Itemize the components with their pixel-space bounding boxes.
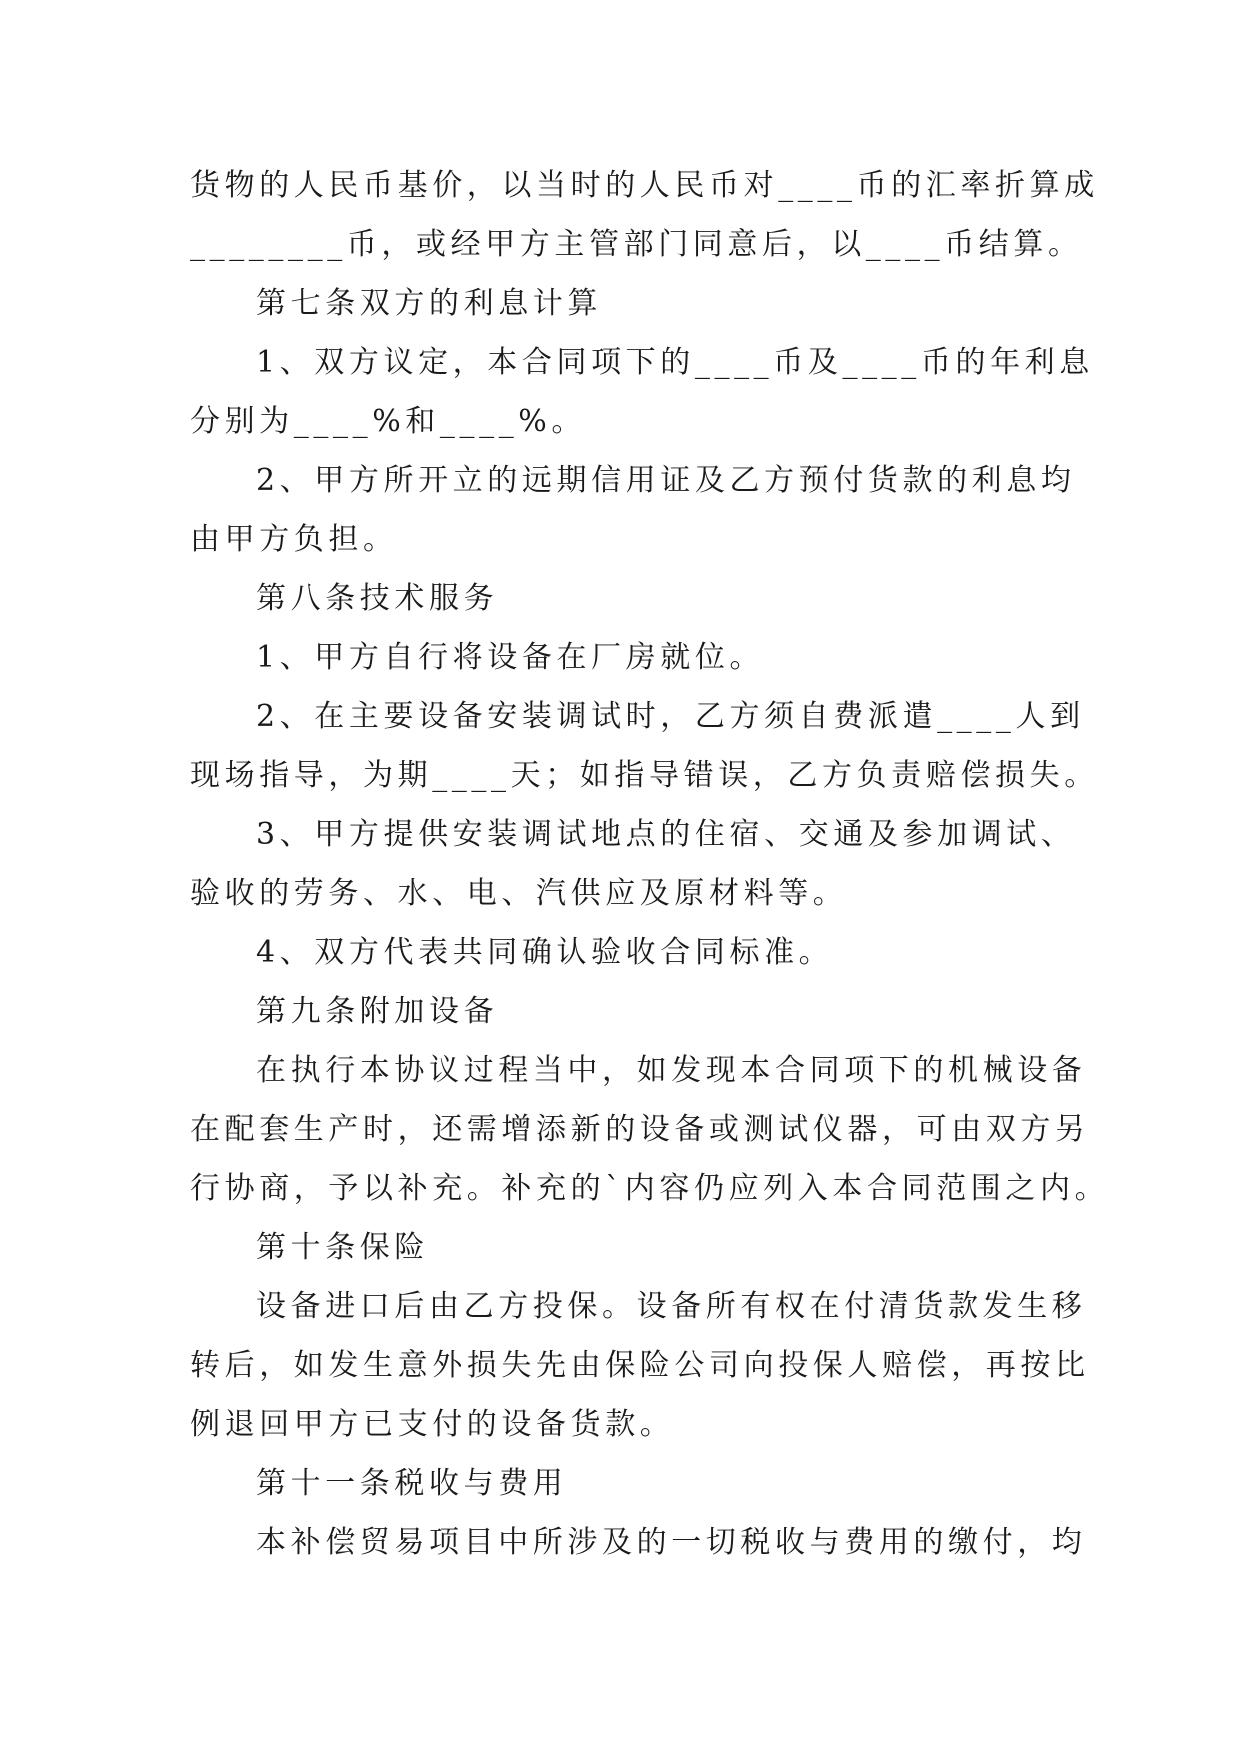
text-line: 由甲方负担。: [190, 522, 398, 557]
text-line: 在执行本协议过程当中，如发现本合同项下的机械设备: [256, 1053, 1087, 1088]
section-heading: 第七条双方的利息计算: [256, 286, 602, 321]
section-heading: 第九条附加设备: [256, 994, 499, 1029]
text-line: 4、双方代表共同确认验收合同标准。: [256, 935, 834, 970]
text-line: 1、双方议定，本合同项下的____币及____币的年利息: [256, 345, 1094, 380]
text-line: 设备进口后由乙方投保。设备所有权在付清货款发生移: [256, 1289, 1087, 1324]
text-line: 3、甲方提供安装调试地点的住宿、交通及参加调试、: [256, 817, 1076, 852]
text-line: 分别为____%和____%。: [190, 404, 587, 439]
text-line: 转后，如发生意外损失先由保险公司向投保人赔偿，再按比: [190, 1348, 1090, 1383]
text-line: 在配套生产时，还需增添新的设备或测试仪器，可由双方另: [190, 1112, 1090, 1147]
text-line: ________币，或经甲方主管部门同意后，以____币结算。: [190, 227, 1083, 262]
text-line: 货物的人民币基价，以当时的人民币对____币的汇率折算成: [190, 168, 1099, 203]
section-heading: 第八条技术服务: [256, 581, 499, 616]
text-line: 2、在主要设备安装调试时，乙方须自费派遣____人到: [256, 699, 1085, 734]
section-heading: 第十一条税收与费用: [256, 1466, 568, 1501]
text-line: 现场指导，为期____天；如指导错误，乙方负责赔偿损失。: [190, 758, 1099, 793]
section-heading: 第十条保险: [256, 1230, 429, 1265]
text-line: 验收的劳务、水、电、汽供应及原材料等。: [190, 876, 848, 911]
text-line: 行协商，予以补充。补充的`内容仍应列入本合同范围之内。: [190, 1171, 1110, 1206]
text-line: 2、甲方所开立的远期信用证及乙方预付货款的利息均: [256, 463, 1076, 498]
text-line: 例退回甲方已支付的设备货款。: [190, 1407, 675, 1442]
text-line: 本补偿贸易项目中所涉及的一切税收与费用的缴付，均: [256, 1525, 1087, 1560]
text-line: 1、甲方自行将设备在厂房就位。: [256, 640, 765, 675]
